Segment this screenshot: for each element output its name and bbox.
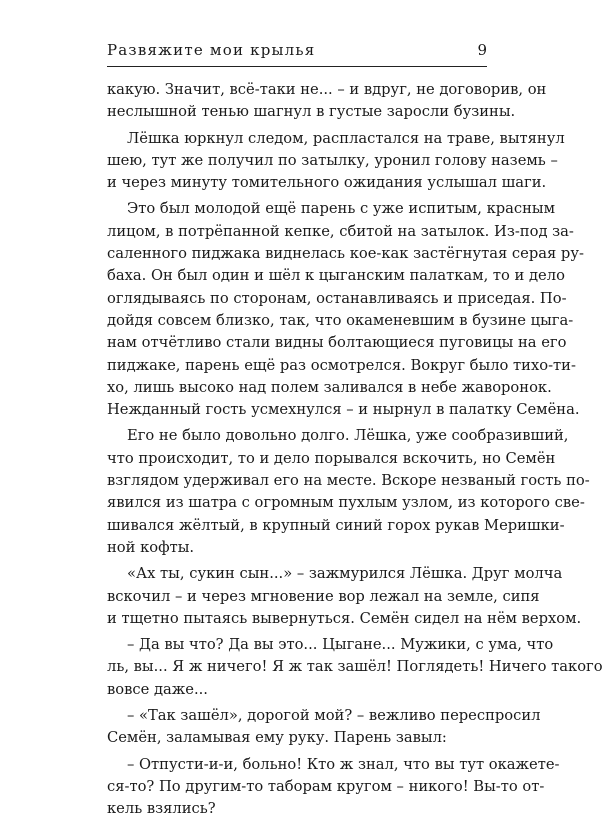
text-line: вовсе даже... [107,680,208,698]
running-head [107,38,487,62]
text-line: оглядываясь по сторонам, останавливаясь и приседая. По- [107,289,567,307]
text-line: что происходит, то и дело порывался вскочить, но Семён [107,449,556,467]
text-line: ся-то? По другим-то таборам кругом – никого! Вы-то от- [107,777,545,795]
text-line: вскочил – и через мгновение вор лежал на земле, сипя [107,587,540,605]
body-text [107,79,603,825]
text-line: «Ах ты, сукин сын...» – зажмурился Лёшка. Друг молча [127,565,563,583]
paragraph [107,634,603,701]
text-line: – Да вы что? Да вы это... Цыгане... Мужики, с ума, что [127,636,554,654]
paragraph [107,705,541,750]
text-line: баха. Он был один и шёл к цыганским палаткам, то и дело [107,267,565,285]
running-title: Развяжите мои крылья [107,41,316,59]
text-line: саленного пиджака виднелась кое-как застёгнутая серая ру- [107,245,584,263]
text-line: Лёшка юркнул следом, распластался на траве, вытянул [127,129,565,147]
paragraph [107,425,590,559]
header-rule [107,66,487,67]
paragraph [107,79,547,124]
paragraph [107,563,582,630]
text-line: хо, лишь высоко над полем заливался в небе жаворонок. [107,378,552,396]
page-number: 9 [477,41,487,59]
text-line: нам отчётливо стали видны болтающиеся пуговицы на его [107,334,567,352]
text-line: дойдя совсем близко, так, что окаменевшим в бузине цыга- [107,311,574,329]
text-line: и через минуту томительного ожидания услышал шаги. [107,174,547,192]
text-line: – Отпусти-и-и, больно! Кто ж знал, что вы тут окажете- [127,755,560,773]
text-line: лицом, в потрёпанной кепке, сбитой на затылок. Из-под за- [107,222,574,240]
text-line: неслышной тенью шагнул в густые заросли бузины. [107,103,516,121]
text-line: Это был молодой ещё парень с уже испитым, красным [127,200,556,218]
text-line: – «Так зашёл», дорогой мой? – вежливо переспросил [127,707,541,725]
text-line: взглядом удерживал его на месте. Вскоре незваный гость по- [107,472,590,490]
text-line: какую. Значит, всё-таки не... – и вдруг, не договорив, он [107,81,547,98]
text-line: и тщетно пытаясь вывернуться. Семён сидел на нём верхом. [107,609,582,627]
text-line: шивался жёлтый, в крупный синий горох рукав Меришки- [107,516,565,534]
text-line: Нежданный гость усмехнулся – и нырнул в палатку Семёна. [107,401,580,419]
paragraph [107,128,565,195]
text-line: шею, тут же получил по затылку, уронил голову наземь – [107,151,558,169]
paragraph [107,198,584,421]
text-line: явился из шатра с огромным пухлым узлом, из которого све- [107,494,585,512]
text-line: пиджаке, парень ещё раз осмотрелся. Вокруг было тихо-ти- [107,356,576,374]
paragraph [107,754,560,821]
text-line: ной кофты. [107,538,195,556]
text-line: кель взялись? [107,800,216,818]
text-line: Семён, заламывая ему руку. Парень завыл: [107,729,447,747]
text-line: ль, вы... Я ж ничего! Я ж так зашёл! Поглядеть! Ничего такого [107,658,603,676]
text-line: Его не было довольно долго. Лёшка, уже сообразивший, [127,427,569,445]
